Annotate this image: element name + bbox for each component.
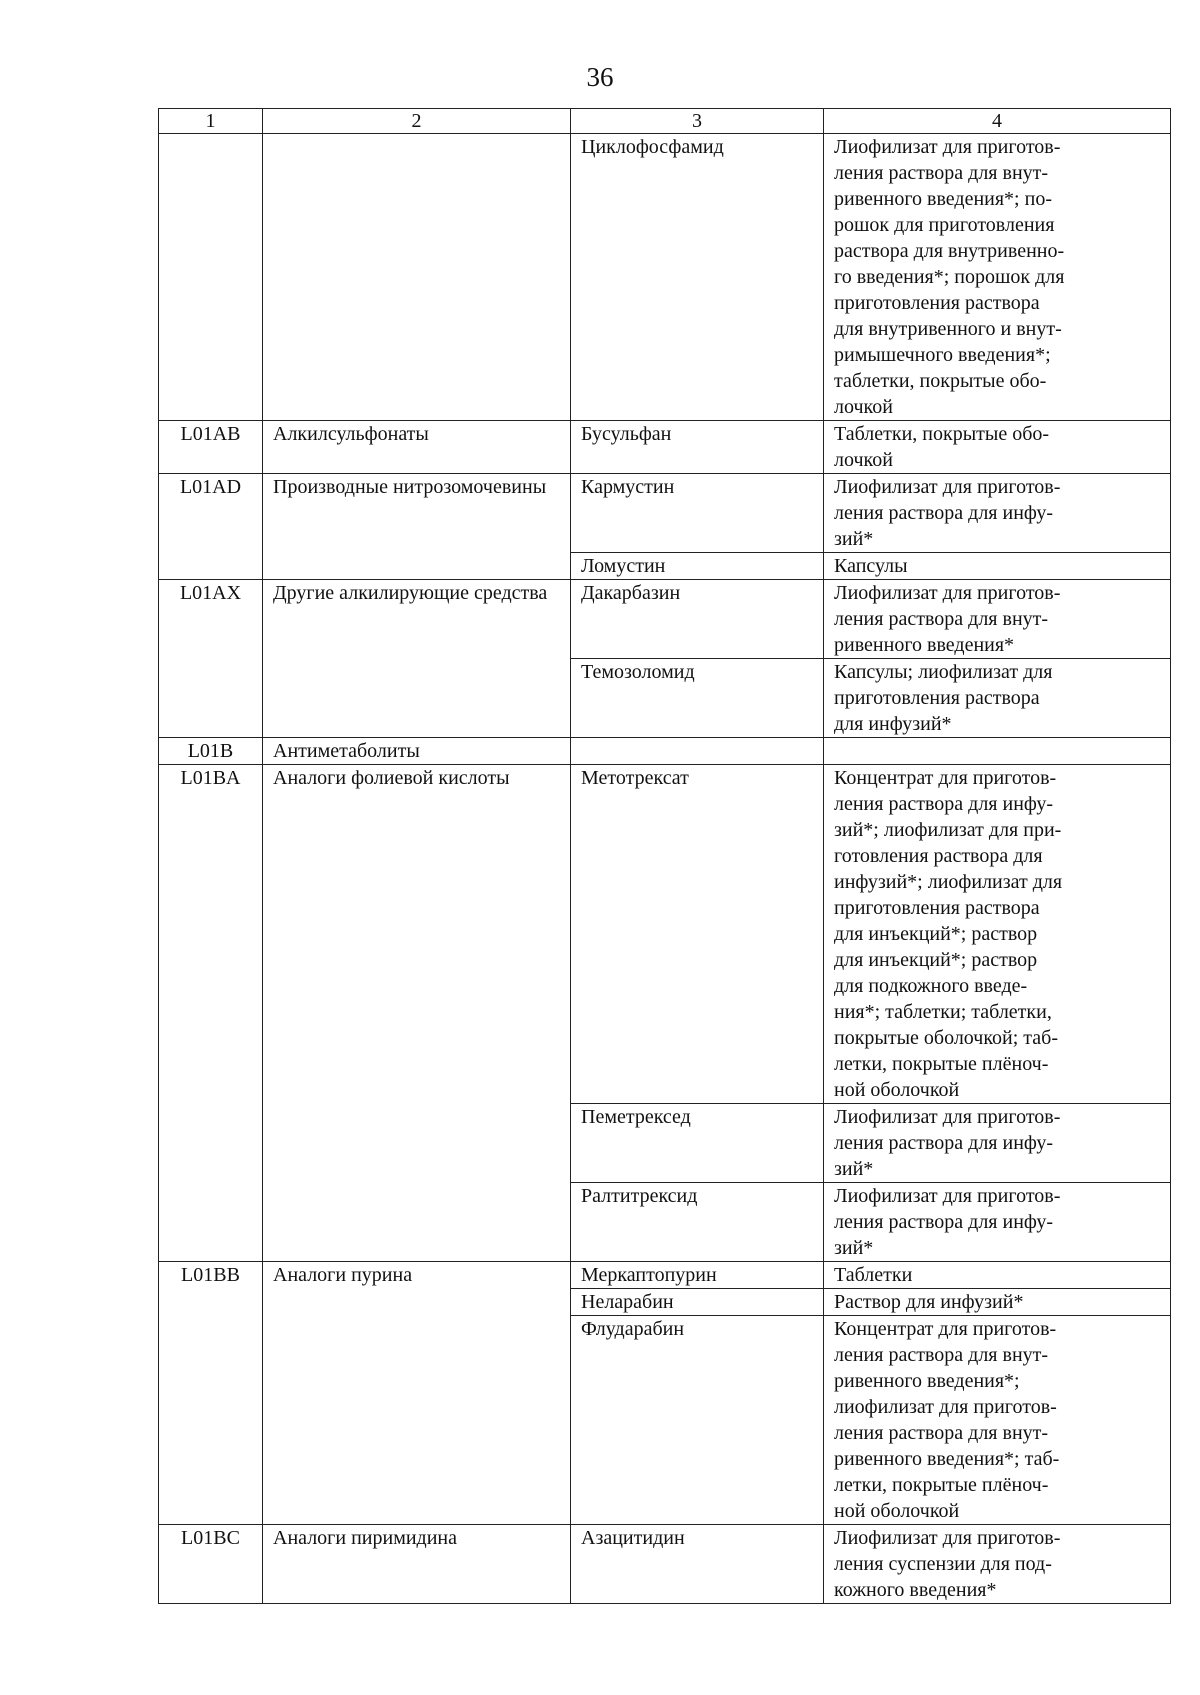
group-name-cell [263, 134, 571, 421]
dosage-form-cell: Лиофилизат для приготов- ления раствора для внут- ривенного введения* [824, 580, 1171, 659]
dosage-form-cell: Таблетки [824, 1262, 1171, 1289]
group-name-cell: Аналоги фолиевой кислоты [263, 765, 571, 1262]
drug-name-cell [571, 738, 824, 765]
dosage-form-cell: Концентрат для приготов- ления раствора для инфу- зий*; лиофилизат для при- готовления раствора для инфузий*; лиофилизат для приготовления раствора для инъекций*; раствор для инъекций*; раствор для подкожного введе- ния*; таблетки; таблетки, покрытые оболочкой; таб- летки, покрытые плёноч- ной оболочкой [824, 765, 1171, 1104]
atc-code-cell: L01AB [159, 421, 263, 474]
group-name-cell: Другие алкилирующие средства [263, 580, 571, 738]
dosage-form-cell: Концентрат для приготов- ления раствора для внут- ривенного введения*; лиофилизат для приготов- ления раствора для внут- ривенного введения*; таб- летки, покрытые плёноч- ной оболочкой [824, 1316, 1171, 1525]
dosage-form-cell: Таблетки, покрытые обо- лочкой [824, 421, 1171, 474]
drug-name-cell: Флударабин [571, 1316, 824, 1525]
drug-name-cell: Ломустин [571, 553, 824, 580]
dosage-form-cell: Лиофилизат для приготов- ления суспензии для под- кожного введения* [824, 1525, 1171, 1604]
header-cell-4: 4 [824, 109, 1171, 134]
drug-name-cell: Меркаптопурин [571, 1262, 824, 1289]
dosage-form-cell: Лиофилизат для приготов- ления раствора для инфу- зий* [824, 1183, 1171, 1262]
dosage-form-cell: Раствор для инфузий* [824, 1289, 1171, 1316]
atc-code-cell: L01AD [159, 474, 263, 580]
table-row [159, 1525, 1171, 1604]
drug-name-cell: Дакарбазин [571, 580, 824, 659]
dosage-form-cell: Лиофилизат для приготов- ления раствора для внут- ривенного введения*; по- рошок для приготовления раствора для внутривенно- го введения*; порошок для приготовления раствора для внутривенного и внут- римышечного введения*; таблетки, покрытые обо- лочкой [824, 134, 1171, 421]
table-row [159, 474, 1171, 553]
table-row [159, 421, 1171, 474]
drug-table [158, 108, 1171, 1604]
group-name-cell: Антиметаболиты [263, 738, 571, 765]
header-row [159, 109, 1171, 134]
header-cell-2: 2 [263, 109, 571, 134]
drug-name-cell: Азацитидин [571, 1525, 824, 1604]
table-row [159, 765, 1171, 1104]
atc-code-cell: L01BB [159, 1262, 263, 1525]
header-cell-1: 1 [159, 109, 263, 134]
table-row [159, 738, 1171, 765]
dosage-form-cell: Капсулы [824, 553, 1171, 580]
table-body [159, 134, 1171, 1604]
table-row [159, 1262, 1171, 1289]
group-name-cell: Алкилсульфонаты [263, 421, 571, 474]
atc-code-cell: L01BA [159, 765, 263, 1262]
atc-code-cell [159, 134, 263, 421]
drug-name-cell: Метотрексат [571, 765, 824, 1104]
dosage-form-cell: Капсулы; лиофилизат для приготовления раствора для инфузий* [824, 659, 1171, 738]
page-number: 36 [586, 62, 614, 92]
drug-name-cell: Бусульфан [571, 421, 824, 474]
drug-name-cell: Пеметрексед [571, 1104, 824, 1183]
drug-name-cell: Циклофосфамид [571, 134, 824, 421]
atc-code-cell: L01BC [159, 1525, 263, 1604]
dosage-form-cell: Лиофилизат для приготов- ления раствора для инфу- зий* [824, 1104, 1171, 1183]
table-row [159, 580, 1171, 659]
header-cell-3: 3 [571, 109, 824, 134]
group-name-cell: Производные нитрозомочевины [263, 474, 571, 580]
drug-name-cell: Ралтитрексид [571, 1183, 824, 1262]
table-row [159, 134, 1171, 421]
atc-code-cell: L01AX [159, 580, 263, 738]
drug-name-cell: Неларабин [571, 1289, 824, 1316]
dosage-form-cell: Лиофилизат для приготов- ления раствора для инфу- зий* [824, 474, 1171, 553]
drug-name-cell: Кармустин [571, 474, 824, 553]
drug-name-cell: Темозоломид [571, 659, 824, 738]
dosage-form-cell [824, 738, 1171, 765]
group-name-cell: Аналоги пиримидина [263, 1525, 571, 1604]
atc-code-cell: L01B [159, 738, 263, 765]
group-name-cell: Аналоги пурина [263, 1262, 571, 1525]
